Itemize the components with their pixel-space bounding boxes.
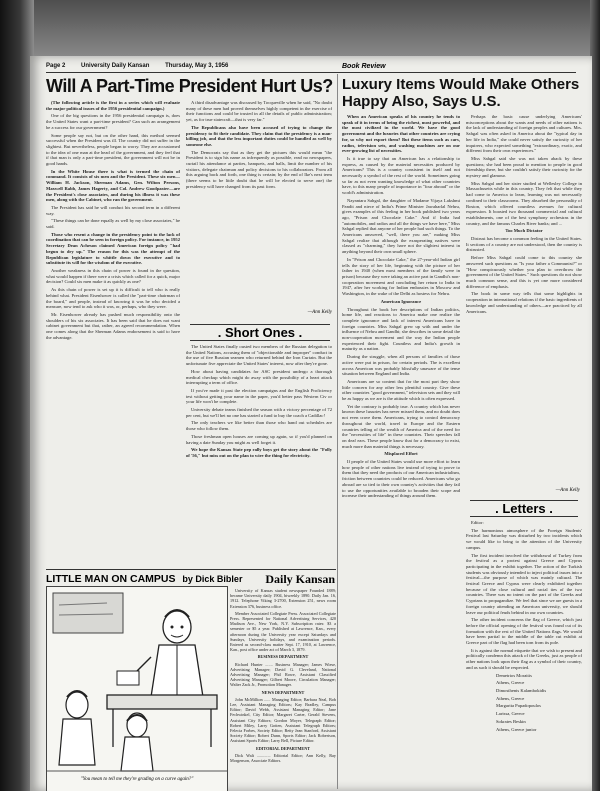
cartoon-caption: "You mean to tell me they're grading on a curve again?" bbox=[80, 777, 194, 782]
left-story-paragraph: "These things can be done equally as well by my close associates," he said. bbox=[46, 218, 180, 230]
review-subhead: American Ignorance bbox=[380, 298, 422, 304]
issue-date: Thursday, May 3, 1956 bbox=[165, 63, 229, 69]
left-story-paragraph: Those who resent a change in the presidency point to the lack of coordination that can be seen in foreign policy. For instance, in 1952 Secretary Dean Acheson claimed American foreign policy "had begun to dry up." The reason for this was the attempt of the Republican legislature to whittle down the executive and to substitute its will for the wisdom of the executive. bbox=[46, 231, 180, 266]
letter-signature: Larissa, Greece bbox=[496, 711, 525, 717]
review-paragraph: During the struggle, when all persons of families of those active were put in prison, for certain periods. The is excellent across American was probably blissfully unaware of the tense situation between England and India. bbox=[342, 354, 460, 377]
review-headline: Luxury Items Would Make Others Happy Also, Says U.S. bbox=[342, 76, 580, 110]
left-story-paragraph: One of the big questions in the 1956 presidential campaign is, does the United States want a part-time president? Can such an arrangement be a success for our government? bbox=[46, 113, 180, 130]
review-paragraph: Distrust has become a common feeling in the United States. It sections of a country are not understood, then the country is distrusted. bbox=[466, 236, 582, 253]
short-ones-title: . Short Ones . bbox=[190, 324, 330, 341]
letter-signature: Demetrios Moraitis bbox=[496, 672, 532, 678]
left-story-paragraph: Mr. Eisenhower already has pushed much responsibility onto the shoulders of his six associates. It has been said that he does not want cabinet government but that, rather, an agreed recommendation. When one comes along that the Sherman Adams endorsement is said to have the advantage. bbox=[46, 311, 180, 340]
review-paragraph: Nayantara Sahgal, the daughter of Madame Vijaya Lakshmi Pandit and niece of India's Prime Minister Jawaharlal Nehru, gives examples of this feeling in her book published two years ago, "Prison and Chocolate Cake." And if India had "automobiles, and radios and all the things we have here," Miss Sahgal replied that anyone of her people had such things. To the Americans answered, "well, there you are," making Miss Sahgal realize that although the exasperating natives were classed as "charming," they have not the slightest interest in anything beyond their own small sphere. bbox=[342, 197, 460, 255]
review-paragraph: The book in some way tells that some highlights in cooperation in international relations if the basic ingredients of knowledge and understanding of others—are practiced by all Americans. bbox=[466, 291, 582, 314]
staff-membership: Member Associated Collegiate Press. Associated Collegiate Press. Represented for National Advertising Services, 420 Madison Ave., New York, N.Y. Subscription rates: $3 a semester or $5 a year. Published at Lawrence, Kan., every afternoon during the University year except Saturdays and Sundays, University holidays, and examination periods. Entered as second-class matter Sept. 17, 1910, at Lawrence, Kan., post office under act of March 3, 1879. bbox=[230, 610, 336, 653]
left-story-paragraph: The President has said he will conduct his second term in a different way. bbox=[46, 204, 180, 216]
letter-paragraph: The harmonious atmosphere of the Foreign Students' Festival last Saturday was disturbed by two incidents which we would like to bring to the attention of the University campus. bbox=[466, 527, 582, 550]
left-story-column-2 bbox=[186, 100, 332, 320]
news-department-head: NEWS DEPARTMENT bbox=[261, 689, 305, 695]
staff-intro: University of Kansas student newspaper Founded 1889; became University daily 1904, biweekly 1890. Daily Jan. 16, 1912. Telephone Viking 3-2700, Extension 251, news room Extension 376, business office. bbox=[230, 588, 336, 609]
masthead-rule bbox=[46, 72, 576, 73]
business-department-head: BUSINESS DEPARTMENT bbox=[257, 654, 309, 660]
letter-signature: Athens, Greece junior bbox=[496, 726, 537, 732]
review-paragraph: Miss Sahgal said she was not taken aback by these questions; she had been proud to mention to people in good friendship there, but she couldn't satisfy their curiosity for the mystery and glamour. bbox=[466, 155, 582, 179]
letters-column bbox=[466, 520, 582, 790]
short-item: We hope the Kansas State pep rally boys get the story about the "Folly of '56," but miss out on the plan to wire the thing for electricity. bbox=[186, 447, 332, 458]
review-byline: —Ann Kelly bbox=[555, 488, 580, 493]
review-paragraph: In "Prison and Chocolate Cake," the 27-year-old Indian girl tells the story of her life, beginning with the picture of her father in 1940 (when most members of the family were in prison) because they were taking an active part in Gandhi's non-cooperation movement and concluding her return to India in 1947, after her working for Indian embassies in Moscow and Washington, in the wake of the Delhi as hostess for Nehru. bbox=[342, 256, 460, 297]
letter-signature: Sokrates Beskin bbox=[496, 718, 526, 724]
page-number: Page 2 bbox=[46, 63, 66, 69]
left-story-paragraph: The Republicans also have been accused of trying to change the presidency to fit their candidate. They claim that the presidency is a man-killing job, and that the less important duties could be handled as well by someone else. bbox=[186, 124, 332, 147]
daily-kansan-nameplate: Daily Kansan bbox=[265, 572, 335, 586]
short-ones-column bbox=[186, 344, 332, 566]
left-story-paragraph: Another weakness in this chain of power is found in the question, what would happen if there were a crisis which called for a quick, major decision? Could six men make it as quickly as one? bbox=[46, 267, 180, 285]
cartoon-title-text: LITTLE MAN ON CAMPUS bbox=[46, 573, 176, 585]
review-paragraph: When an American speaks of his country he tends to speak of it in terms of being the richest, most powerful, and the most civilized in the world. We have the good government and the luxuries that other countries are crying for, so why not export them? But these items such as cars, radios, television sets, and washing machines are on our ever-growing list of necessities. bbox=[342, 114, 460, 154]
short-item: University debate teams finished the season with a victory percentage of 72 per cent, but we'll bet no one has started a fund to buy the coach a Cadillac! bbox=[186, 407, 332, 418]
left-story-paragraph: A third disadvantage was discussed by Tocqueville when he said, "No doubt many of these men had proved themselves highly competent in the exercise of their functions and could be trusted in all the details of public administration; yet, as for true statecraft—that is very far." bbox=[186, 100, 332, 123]
short-item: If you've made it past the election campaigns and the English Proficiency test without getting your name in the paper, you'd better pass Western Civ or your life won't be complete. bbox=[186, 387, 332, 405]
newspaper-page bbox=[30, 56, 592, 791]
cartoon-rule bbox=[46, 569, 336, 570]
letter-signature: Athens, Greece bbox=[496, 695, 525, 701]
page-gutter-rule bbox=[337, 74, 338, 789]
cartoon-illustration bbox=[47, 587, 227, 791]
short-item: How about having candidates for ASC president undergo a thorough medical checkup which might do away with the possibility of a heart attack interrupting a term of office. bbox=[186, 368, 332, 386]
editorial-department-head: EDITORIAL DEPARTMENT bbox=[255, 745, 311, 751]
left-story-paragraph: Some people say not, but on the other hand, this method seemed successful when the President was ill. The country did not suffer in the slightest. But nevertheless, people began to worry. They are accustomed to the idea of one man at the head of the government, and they feel that if that man is only a part-time president, the government will not be in good hands. bbox=[46, 132, 180, 167]
short-item: The only teachers we like better than those who hand out schedules are those who follow them. bbox=[186, 420, 332, 432]
scan-binding-shadow bbox=[0, 0, 34, 791]
left-story-paragraph: (The following article is the first in a series which will evaluate the major political issues of the 1956 presidential campaign.) bbox=[46, 100, 180, 111]
page-masthead bbox=[46, 63, 242, 69]
letter-signature: Athens, Greece bbox=[496, 680, 525, 686]
letters-title: . Letters . bbox=[470, 500, 578, 517]
scan-top-shadow bbox=[0, 0, 600, 60]
left-story-paragraph: In the White House there is what is termed the chain of command. It consists of six men and the President. These six men—William H. Jackson, Sherman Adams, Gen. Wilton Persons, Maxwell Rabb, James Hagerty, and Col. Andrew Goodpaster—are the President's close associates, and during his illness it was these men, along with the Cabinet, who ran the government. bbox=[46, 168, 180, 203]
section-tag: Book Review bbox=[342, 63, 386, 70]
left-story-byline: —Ann Kelly bbox=[307, 310, 332, 315]
letter-salutation: Editor: bbox=[471, 520, 484, 525]
review-paragraph: Before Miss Sahgal could come to this country she answered such questions as "Is your father a Communist?" or "How conspicuously whether you plan to overthrow the government of the United States." Such questions do not show much common sense, and this is yet one more considered difference of emphasis. bbox=[466, 255, 582, 289]
editorial-department: Dick Walt ............. Editorial Editor; Ann Kelly, Ray Morgenson, Associate Editors. bbox=[230, 752, 336, 764]
letter-paragraph: It is against the normal etiquette that we wish to present and politically condemn this attack of the Greeks, just as people of other nations look upon their flag as a symbol of their country, and as such it should be respected. bbox=[466, 647, 582, 670]
cartoon-panel bbox=[46, 586, 228, 791]
short-item: Those freshman open houses are coming up again, so if you'd planned on having a date Sunday you might as well forget it. bbox=[186, 433, 332, 445]
review-paragraph: Is it true to say that an American has a relationship to express, as caused by the material necessities produced by Americans? This is a country consistent in itself and not necessarily a symbol of the rest of the world. Sometimes going so far as not even wanting knowledge of what other countries have, to this many people of importance in "four abroad" or the world's administration. bbox=[342, 155, 460, 196]
letter-signature: Dimosthenis Kalambokidis bbox=[496, 687, 547, 693]
left-story-column-1 bbox=[46, 100, 180, 566]
cartoon-title bbox=[46, 573, 243, 585]
review-paragraph: Yet the contrary is probably true. A country which has never known these luxuries has never missed them, and no doubt does not even crave them. Americans, trying to control democracy throughout the world, travel to Europe and the Eastern countries telling of the wealth of America and of the need for the "necessities of life" in these countries. Their speeches fall on deaf ears. These people know that for a democracy to exist, much more than material things is necessary. bbox=[342, 403, 460, 449]
letter-signature: Margarita Papadopoulos bbox=[496, 703, 541, 709]
letter-paragraph: The first incident involved the withdrawal of Turkey from the festival as a protest against Greece and Cyprus participating in the exhibit together. The action of the Turkish students was obviously intended to inject political issues into a festival—the purpose of which was mainly cultural. The festival Greece and Cyprus were clearly exhibited together because of the close cultural and racial ties of the two countries. There was no intent on the part of the Greeks and Cyprians to propagandize. We feel that since we are guests in a foreign country attending an American university, we should leave our political feuds behind in our own countries. bbox=[466, 552, 582, 615]
review-paragraph: Throughout the book her descriptions of Indian politics, home life, and reactions to America make one realize the complete ignorance and lack of interest Americans have in foreign countries. Miss Sahgal grew up with and under the influence of Nehru and Gandhi; she describes in some detail the non-cooperation movement and the way the Indian people experienced their fight. Countless and India's growth in maturity as a nation. bbox=[342, 306, 460, 352]
short-item: The United States finally ousted two members of the Russian delegation to the United Nations, accusing them of "objectionable and improper" conduct in the use of five Russian seamen who returned behind the Iron Curtain. But the unfortunate five appreciate the United States' interest, now after they're gone. bbox=[186, 344, 332, 367]
review-subhead: Too Much Dictator bbox=[505, 228, 543, 234]
cartoon-artist: by Dick Bibler bbox=[182, 574, 243, 584]
left-story-paragraph: As this chain of power is set up it is difficult to tell who is really behind what. President Eisenhower is called the "part-time chairman of the board," and people, instead of knowing it was he who decided a measure, now tend to ask who it was, or, perhaps, who they were. bbox=[46, 287, 180, 310]
review-subhead: Misplaced Effort bbox=[384, 451, 418, 457]
review-paragraph: If people of the United States would use more effort to learn how people of other nations live instead of trying to prove to them that they need the products of our American industrialism, friction between countries could be reduced. Americans who go abroad are so tied to their own country's activities that they fail to use the opportunities available to broaden their scope and increase their understanding of things around them. bbox=[342, 459, 460, 499]
news-department: John McMillion ...... Managing Editor; Barbara Neal, Bob Lee, Assistant Managing Editors; Kay Bradley, Campus Editor; David Webb, Assistant Managing Editor; Jane Fechwinkel, City Editor; Margaret Carter, Gerald Stevens, Assistant City Editors; Gordon Moyer, Telegraph Editor; Robert Miley, Larry Gotten, Assistant Telegraph Editors; Felecia Forbes, Society Editor; Betty Jean Stanford, Assistant Society Editor; Robert Dunn, Sports Editor; Jack Robertson, Assistant Sports Editor; Larry Bell, Picture Editor. bbox=[230, 696, 336, 744]
left-story-paragraph: The Democrats say that as they get the pictures this would mean "the President is to sign his name as infrequently as possible, read no newspapers, curtail his attendance at parties, banquets, and balls, limit the number of his visitors, delegate chairman and policy decisions to his collaborators. From all this arguing back and forth, one thing is certain; by the end of Ike's next term (there seems to be little doubt that he will be elected to serve one) the presidency will have changed from its past form. bbox=[186, 149, 332, 189]
review-paragraph: Americans are so content that for the most part they show little concern for any other less plentiful country. Give these other countries "good government," television sets and they will be as happy as we are is the attitude which is often expressed. bbox=[342, 378, 460, 402]
left-headline: Will A Part-Time President Hurt Us? bbox=[46, 76, 333, 96]
letter-paragraph: The other incident concerns the flag of Greece, which just before the official opening of the festival was found cut of its formation with the rest of the United Nations flags. We would have been partial to the middle of the table cut exhibit at Greece part of the flag had been torn from its pole. bbox=[466, 617, 582, 646]
staff-box bbox=[230, 588, 336, 788]
review-column-1 bbox=[342, 114, 460, 789]
paper-name: University Daily Kansan bbox=[81, 63, 150, 69]
review-paragraph: Perhaps the basic cause underlying Americans' misconceptions about the wants and needs of other nations is the lack of understanding of foreign peoples and cultures. Mrs. Sahgal was often asked in America about the "typical day in her life in India," she could never satisfy the curiosity of her inquirers, who expected something "extraordinary, exotic, and different from their own experiences." bbox=[466, 114, 582, 154]
review-paragraph: Miss Sahgal and her sister studied at Wellesley College in Massachusetts while in this country. They felt that while they had come to America to learn, learning was not necessarily confined to their classrooms. They absorbed the personality of Boston, which offered countless avenues for cultural expression. It boasted two thousand commercial and cultural establishments, one of the best symphony orchestras in the country, and the famous Charles River banks; and ... bbox=[466, 180, 582, 226]
review-column-2 bbox=[466, 114, 582, 492]
business-department: Richard Hunter ....... Business Manager; James Wiese, Advertising Manager; David G. Cleveland, National Advertising Manager; Phil Rowe, Assistant Classified Advertising Manager; Gilbert Moore, Circulation Manager; Walter Zack Jr., Promotion Manager. bbox=[230, 661, 336, 688]
